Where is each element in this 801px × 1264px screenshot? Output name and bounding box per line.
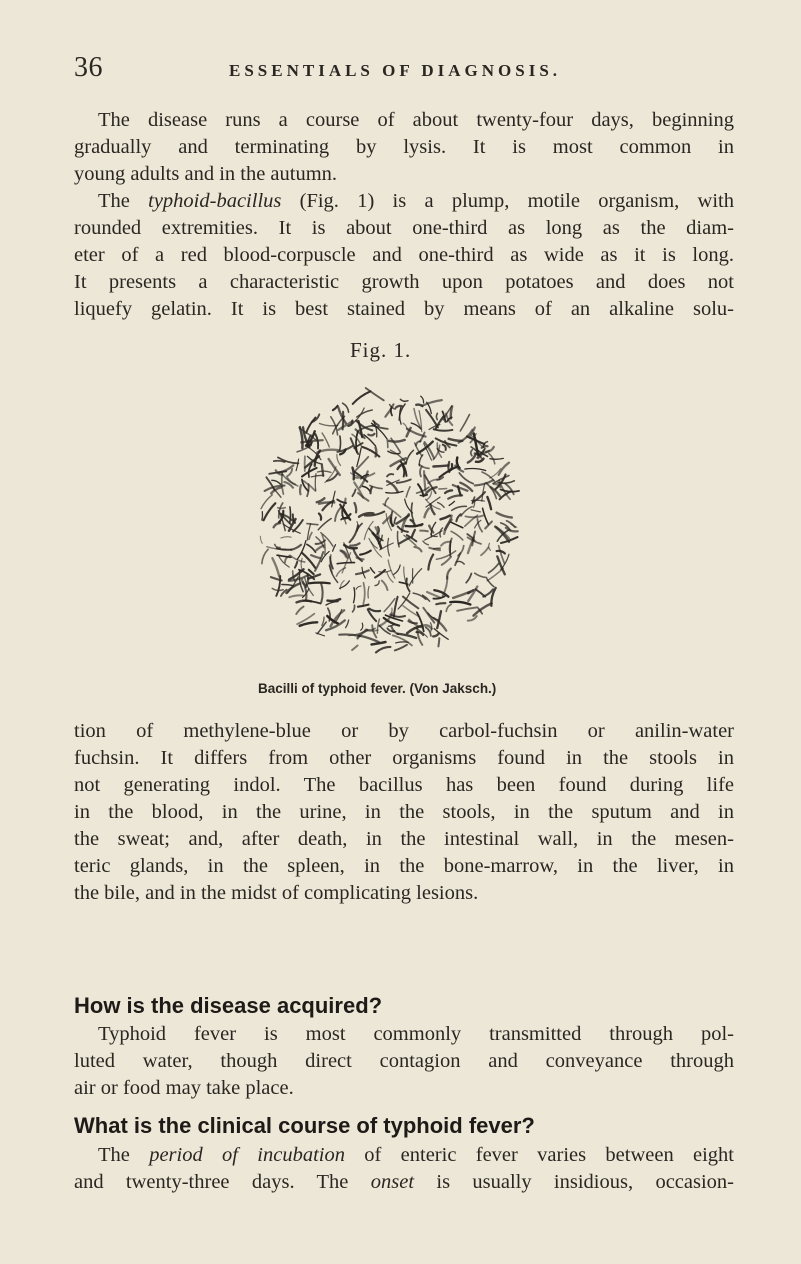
bacillus-stroke — [443, 445, 446, 450]
bacillus-stroke — [403, 423, 407, 430]
bacillus-stroke — [452, 506, 467, 510]
bacilli-illustration — [256, 385, 521, 663]
text-line: the bile, and in the midst of complicating lesions. — [74, 882, 479, 904]
bacillus-stroke — [423, 541, 429, 545]
text-line: in the blood, in the urine, in the stools, in the sputum and in — [74, 801, 734, 823]
page-number: 36 — [74, 52, 103, 83]
bacillus-stroke — [350, 543, 359, 545]
bacillus-stroke — [450, 602, 470, 605]
bacillus-stroke — [333, 406, 338, 410]
bacillus-stroke — [337, 454, 341, 465]
page-header — [74, 52, 734, 92]
bacillus-stroke — [436, 413, 437, 419]
bacillus-stroke — [460, 415, 469, 432]
bacillus-stroke — [363, 583, 365, 604]
text-line: rounded extremities. It is about one-third as long as the diam- — [74, 217, 734, 239]
bacillus-stroke — [344, 499, 345, 506]
paragraph-incubation — [74, 1142, 734, 1196]
bacillus-stroke — [403, 465, 405, 476]
bacillus-stroke — [309, 570, 314, 574]
bacillus-stroke — [409, 569, 421, 586]
text-line: tion of methylene-blue or by carbol-fuchsin or anilin-water — [74, 720, 734, 742]
bacillus-stroke — [370, 487, 371, 493]
bacillus-stroke — [363, 486, 370, 491]
bacillus-stroke — [375, 581, 379, 586]
bacillus-stroke — [451, 531, 463, 540]
bacillus-stroke — [300, 622, 318, 626]
bacillus-stroke — [281, 537, 291, 538]
term-onset: onset — [370, 1171, 415, 1193]
text-line: Typhoid fever is most commonly transmitted through pol- — [98, 1023, 734, 1045]
paragraph-transmission — [74, 1021, 734, 1102]
bacillus-stroke — [466, 574, 471, 583]
bacillus-stroke — [489, 563, 499, 573]
text-line: air or food may take place. — [74, 1077, 294, 1099]
bacillus-stroke — [352, 490, 355, 497]
bacillus-stroke — [396, 516, 409, 524]
bacillus-stroke — [350, 525, 358, 542]
text-line: fuchsin. It differs from other organisms found in the stools in — [74, 747, 734, 769]
bacillus-stroke — [261, 495, 272, 509]
bacillus-stroke — [428, 555, 433, 570]
bacillus-stroke — [346, 620, 349, 628]
bacillus-stroke — [376, 647, 390, 653]
bacillus-stroke — [300, 485, 301, 494]
bacillus-stroke — [355, 503, 357, 512]
figure-label: Fig. 1. — [350, 338, 412, 362]
bacillus-stroke — [307, 544, 316, 552]
text-line: eter of a red blood-corpuscle and one-third as wide as it is long. — [74, 244, 734, 266]
bacillus-stroke — [296, 607, 303, 614]
bacillus-stroke — [375, 570, 385, 578]
bacillus-stroke — [450, 539, 452, 553]
bacillus-stroke — [260, 536, 262, 543]
bacillus-stroke — [414, 547, 421, 552]
bacillus-stroke — [340, 436, 341, 451]
bacillus-stroke — [368, 434, 374, 436]
paragraph-disease-course — [74, 107, 734, 323]
bacillus-stroke — [426, 499, 441, 509]
bacillus-stroke — [501, 490, 519, 492]
bacillus-stroke — [400, 399, 408, 401]
bacillus-stroke — [289, 595, 303, 597]
bacillus-stroke — [292, 545, 301, 550]
bacillus-stroke — [296, 459, 299, 471]
bacillus-stroke — [449, 501, 454, 505]
bacillus-stroke — [357, 558, 364, 560]
bacillus-stroke — [361, 623, 363, 630]
bacillus-stroke — [262, 549, 268, 563]
bacillus-stroke — [486, 447, 494, 452]
bacillus-stroke — [317, 498, 325, 502]
bacillus-stroke — [451, 406, 452, 418]
bacillus-stroke — [386, 491, 403, 493]
bacillus-stroke — [322, 465, 323, 475]
text-line: gradually and terminating by lysis. It is most common in — [74, 136, 734, 158]
bacillus-stroke — [438, 638, 439, 646]
bacillus-stroke — [449, 439, 463, 441]
bacillus-stroke — [309, 583, 330, 584]
bacillus-stroke — [422, 400, 442, 406]
bacillus-stroke — [445, 490, 452, 493]
term-typhoid-bacillus: typhoid-bacillus — [148, 190, 282, 212]
bacillus-stroke — [278, 508, 285, 509]
bacillus-stroke — [353, 391, 371, 404]
bacillus-stroke — [440, 528, 443, 537]
bacillus-stroke — [385, 498, 388, 506]
bacillus-stroke — [481, 547, 488, 555]
bacillus-stroke — [468, 616, 477, 621]
text-line: not generating indol. The bacillus has been found during life — [74, 774, 734, 796]
bacillus-stroke — [441, 516, 450, 520]
bacillus-stroke — [353, 605, 355, 612]
bacillus-stroke — [317, 450, 338, 453]
text-line: The disease runs a course of about twenty-four days, beginning — [98, 109, 734, 131]
bacillus-stroke — [316, 633, 325, 636]
bacillus-stroke — [447, 569, 451, 579]
bacillus-stroke — [274, 523, 281, 527]
text-line: The period of incubation of enteric fever varies between eight — [98, 1144, 734, 1166]
bacillus-stroke — [425, 509, 429, 518]
bacillus-stroke — [394, 517, 396, 523]
term-period-of-incubation: period of incubation — [149, 1144, 345, 1166]
bacillus-stroke — [475, 573, 487, 577]
bacillus-stroke — [264, 503, 276, 520]
bacillus-stroke — [451, 522, 463, 528]
bacillus-stroke — [424, 471, 425, 491]
bacillus-stroke — [319, 502, 334, 503]
text-line: and twenty-three days. The onset is usually insidious, occasion- — [74, 1171, 734, 1193]
bacillus-stroke — [396, 642, 409, 643]
bacillus-stroke — [272, 558, 279, 576]
bacillus-stroke — [309, 533, 312, 540]
bacillus-stroke — [335, 507, 341, 521]
bacillus-stroke — [406, 487, 410, 497]
bacillus-stroke — [395, 645, 407, 651]
text-line: teric glands, in the spleen, in the bone-marrow, in the liver, in — [74, 855, 734, 877]
bacillus-stroke — [487, 568, 503, 581]
section-heading-acquired: How is the disease acquired? — [74, 993, 383, 1018]
bacillus-stroke — [290, 507, 291, 523]
section-heading-clinical-course: What is the clinical course of typhoid fever? — [74, 1113, 535, 1138]
bacillus-stroke — [399, 538, 410, 544]
bacillus-stroke — [277, 548, 292, 549]
bacillus-stroke — [372, 642, 386, 645]
bacillus-stroke — [411, 503, 413, 521]
bacillus-stroke — [472, 532, 475, 546]
bacillus-stroke — [382, 581, 388, 590]
bacillus-stroke — [317, 622, 326, 634]
bacillus-stroke — [391, 615, 405, 617]
bacillus-stroke — [434, 429, 453, 430]
bacillus-stroke — [471, 510, 480, 512]
bacillus-stroke — [272, 480, 281, 484]
bacillus-stroke — [389, 440, 405, 442]
bacillus-stroke — [295, 562, 297, 568]
bacilli-strokes — [260, 388, 519, 652]
bacillus-stroke — [311, 475, 323, 477]
bacillus-stroke — [487, 497, 491, 509]
bacillus-stroke — [476, 459, 484, 462]
bacillus-stroke — [416, 405, 422, 407]
bacillus-stroke — [358, 493, 368, 501]
bacillus-stroke — [364, 435, 376, 446]
bacillus-stroke — [436, 551, 455, 559]
bacillus-stroke — [328, 608, 330, 621]
bacillus-stroke — [420, 531, 428, 532]
bacillus-stroke — [448, 495, 462, 498]
bacillus-stroke — [433, 633, 439, 636]
bacillus-stroke — [296, 601, 311, 603]
running-title: ESSENTIALS OF DIAGNOSIS. — [229, 61, 562, 80]
bacillus-stroke — [387, 474, 393, 476]
bacillus-stroke — [394, 565, 401, 575]
text-line: liquefy gelatin. It is best stained by means of an alkaline solu- — [74, 298, 734, 320]
text-line: luted water, though direct contagion and conveyance through — [74, 1050, 734, 1072]
bacillus-stroke — [388, 560, 395, 578]
bacillus-stroke — [423, 608, 434, 623]
bacillus-stroke — [391, 512, 392, 527]
figure-caption: Bacilli of typhoid fever. (Von Jaksch.) — [258, 681, 497, 696]
bacillus-stroke — [497, 513, 512, 518]
bacillus-stroke — [406, 450, 413, 464]
bacillus-stroke — [353, 468, 354, 480]
bacillus-stroke — [326, 602, 338, 605]
bacillus-stroke — [262, 512, 263, 520]
text-line: the sweat; and, after death, in the intestinal wall, in the mesen- — [74, 828, 734, 850]
bacillus-stroke — [446, 604, 451, 611]
bacillus-stroke — [412, 530, 415, 537]
bacillus-stroke — [352, 646, 358, 651]
bacillus-stroke — [433, 465, 448, 466]
bacillus-stroke — [307, 524, 318, 525]
bacillus-stroke — [471, 450, 473, 456]
bacillus-stroke — [354, 588, 355, 603]
bacillus-stroke — [360, 551, 371, 555]
text-line: young adults and in the autumn. — [74, 163, 338, 185]
bacillus-stroke — [456, 514, 460, 521]
bacillus-stroke — [427, 592, 440, 598]
bacillus-stroke — [387, 440, 388, 448]
bacillus-stroke — [490, 458, 503, 459]
bacillus-stroke — [311, 555, 320, 558]
bacillus-stroke — [356, 586, 361, 589]
bacillus-stroke — [436, 603, 445, 604]
bacillus-stroke — [318, 471, 331, 472]
bacillus-stroke — [391, 407, 392, 415]
bacillus-stroke — [332, 491, 335, 507]
bacillus-stroke — [364, 521, 373, 539]
bacillus-stroke — [403, 597, 418, 609]
bacillus-stroke — [371, 568, 375, 573]
bacillus-stroke — [388, 538, 390, 555]
text-line: The typhoid-bacillus (Fig. 1) is a plump, motile organism, with — [98, 190, 734, 212]
bacillus-stroke — [282, 584, 294, 585]
bacillus-stroke — [438, 503, 445, 508]
bacillus-stroke — [416, 441, 421, 445]
text-line: It presents a characteristic growth upon potatoes and does not — [74, 271, 734, 293]
bacillus-stroke — [328, 599, 341, 601]
bacillus-stroke — [384, 599, 395, 612]
bacillus-stroke — [376, 448, 377, 457]
bacillus-stroke — [275, 544, 280, 547]
bacillus-stroke — [321, 583, 323, 602]
bacillus-stroke — [366, 388, 384, 400]
bacillus-stroke — [420, 466, 422, 476]
bacillus-stroke — [457, 607, 477, 611]
bacillus-stroke — [316, 546, 323, 551]
bacillus-stroke — [419, 455, 422, 466]
bacillus-stroke — [319, 514, 321, 520]
bacillus-stroke — [465, 516, 483, 518]
bacillus-stroke — [368, 587, 369, 599]
paragraph-staining — [74, 718, 734, 907]
bacillus-stroke — [369, 609, 380, 612]
bacillus-stroke — [461, 507, 472, 517]
bacillus-stroke — [301, 558, 302, 570]
bacillus-stroke — [465, 468, 486, 470]
bacillus-stroke — [421, 396, 424, 403]
